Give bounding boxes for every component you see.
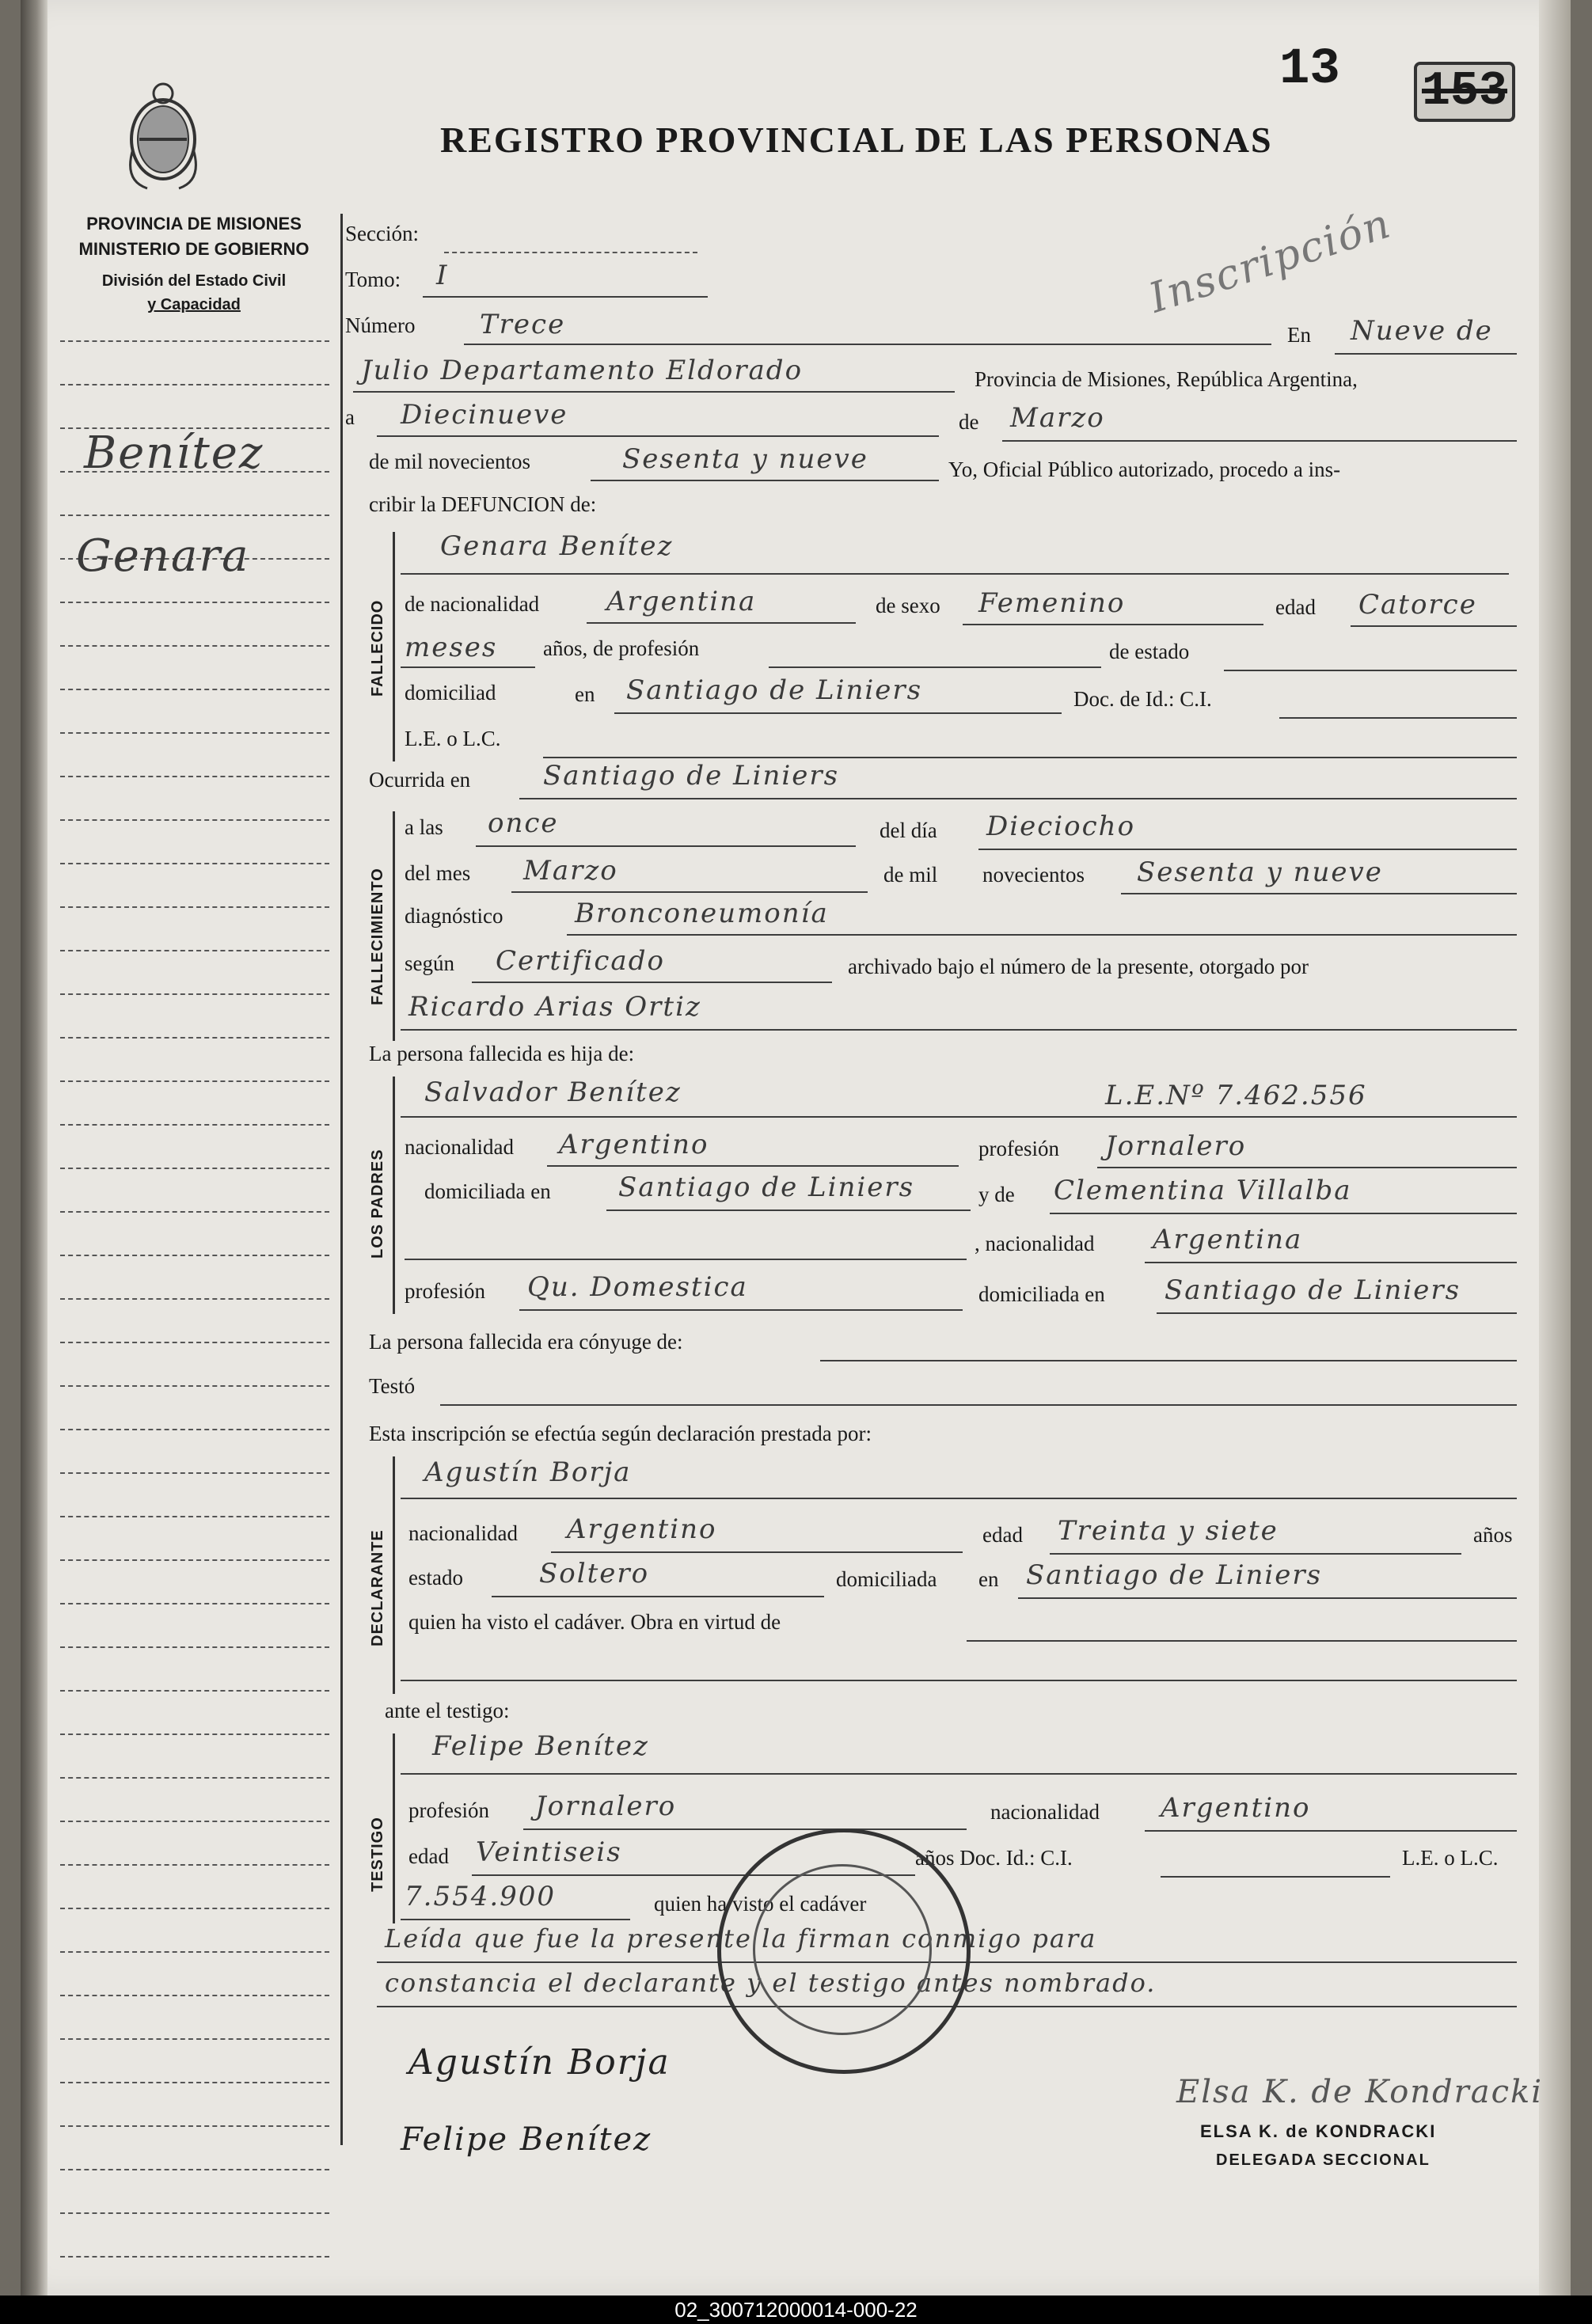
decl-edad-line xyxy=(1050,1553,1461,1555)
value-segun: Certificado xyxy=(496,945,665,977)
declarante-rule xyxy=(393,1456,395,1694)
sidebar-rule xyxy=(60,1559,329,1561)
value-test-prof: Jornalero xyxy=(535,1790,677,1822)
label-decl-en: en xyxy=(978,1567,999,1591)
value-padre-prof: Jornalero xyxy=(1105,1130,1247,1162)
padre-line xyxy=(401,1116,1517,1118)
test-nac-line xyxy=(1145,1830,1517,1832)
madre-dom-line xyxy=(1157,1312,1517,1314)
anio-line xyxy=(591,480,939,481)
label-diagnostico: diagnóstico xyxy=(405,904,503,928)
value-dia-fall: Dieciocho xyxy=(986,811,1136,842)
sidebar-rule xyxy=(60,2256,329,2258)
sidebar-given-name: Genara xyxy=(76,530,250,582)
value-decl-dom: Santiago de Liniers xyxy=(1026,1559,1323,1591)
sidebar-rule xyxy=(60,819,329,821)
ministry-line: MINISTERIO DE GOBIERNO xyxy=(78,239,310,259)
sidebar-rule xyxy=(60,1385,329,1387)
sidebar-rule xyxy=(60,689,329,690)
sidebar-rule xyxy=(60,1211,329,1213)
value-fallecido: Genara Benítez xyxy=(440,530,674,562)
le-line xyxy=(543,757,1517,758)
label-ante: ante el testigo: xyxy=(385,1699,510,1722)
label-sexo: de sexo xyxy=(876,594,940,617)
value-sexo: Femenino xyxy=(978,587,1126,619)
label-de-mil2: de mil xyxy=(883,863,938,887)
sidebar-rule xyxy=(60,1037,329,1039)
side-label-testigo: TESTIGO xyxy=(369,1817,386,1892)
decl-dom-line xyxy=(1018,1597,1517,1599)
label-testo: Testó xyxy=(369,1374,416,1398)
side-label-fallecido: FALLECIDO xyxy=(369,599,386,697)
label-numero: Número xyxy=(345,313,416,337)
sidebar-rule xyxy=(60,1734,329,1735)
value-ocurrida: Santiago de Liniers xyxy=(543,760,840,792)
register-page xyxy=(21,0,1571,2296)
numero-line xyxy=(464,344,1271,345)
sexo-line xyxy=(963,624,1263,625)
padre-nac-line xyxy=(547,1165,959,1167)
page-title: REGISTRO PROVINCIAL DE LAS PERSONAS xyxy=(440,120,1273,160)
margin-annotation: Inscripción xyxy=(1143,199,1397,323)
value-anio-fall: Sesenta y nueve xyxy=(1137,856,1383,888)
value-numero: Trece xyxy=(480,309,566,340)
label-decl-anos: años xyxy=(1473,1523,1513,1547)
sidebar-rule xyxy=(60,1777,329,1779)
label-test-profesion: profesión xyxy=(408,1798,489,1822)
label-a-las: a las xyxy=(405,815,443,839)
testigo-line xyxy=(401,1773,1517,1775)
sidebar-rule xyxy=(60,950,329,951)
label-del-mes: del mes xyxy=(405,861,471,885)
madre-prof-line xyxy=(519,1309,963,1311)
label-ocurrida: Ocurrida en xyxy=(369,768,471,792)
signature-testigo: Felipe Benítez xyxy=(401,2121,652,2158)
sidebar-rule xyxy=(60,1864,329,1866)
label-archivado: archivado bajo el número de la presente, otorgado por xyxy=(848,955,1309,978)
label-padre-profesion: profesión xyxy=(978,1137,1059,1160)
anio-fall-line xyxy=(1121,893,1517,894)
label-doc: Doc. de Id.: C.I. xyxy=(1073,687,1212,711)
label-madre-nacionalidad: , nacionalidad xyxy=(975,1232,1095,1255)
value-diagnostico: Bronconeumonía xyxy=(575,898,829,929)
estado-line xyxy=(1224,670,1517,671)
label-tomo: Tomo: xyxy=(345,268,401,291)
sidebar-rule xyxy=(60,1908,329,1909)
margin-divider xyxy=(340,214,343,2145)
label-en-dom: en xyxy=(575,682,595,706)
label-del-dia: del día xyxy=(880,818,937,842)
page-edge xyxy=(1539,0,1571,2296)
sidebar-rule xyxy=(60,1298,329,1300)
value-madre: Clementina Villalba xyxy=(1054,1175,1352,1206)
sidebar-rule xyxy=(60,1080,329,1082)
padre-prof-line xyxy=(1097,1167,1517,1168)
conyuge-line xyxy=(820,1360,1517,1361)
declarante-line xyxy=(401,1498,1517,1499)
sidebar-rule xyxy=(60,1472,329,1474)
sidebar-rule xyxy=(60,2169,329,2170)
label-padre-domiciliada: domiciliada en xyxy=(424,1179,551,1203)
value-hora: once xyxy=(488,807,559,839)
padres-rule xyxy=(393,1077,395,1314)
label-y-de: y de xyxy=(978,1183,1015,1206)
label-conyuge: La persona fallecida era cónyuge de: xyxy=(369,1330,683,1354)
sidebar-rule xyxy=(60,1603,329,1604)
sidebar-rule xyxy=(60,1646,329,1648)
division-line: División del Estado Civil xyxy=(101,272,287,290)
sidebar-rule xyxy=(60,1255,329,1256)
value-medico: Ricardo Arias Ortiz xyxy=(408,991,701,1023)
sidebar-rule xyxy=(60,1690,329,1692)
value-decl-nac: Argentino xyxy=(567,1513,717,1545)
sidebar-rule xyxy=(60,515,329,516)
label-estado: de estado xyxy=(1109,640,1190,663)
value-madre-dom: Santiago de Liniers xyxy=(1165,1274,1461,1306)
edad2-line xyxy=(401,666,535,668)
value-test-nac: Argentino xyxy=(1161,1792,1311,1824)
edad-line xyxy=(1351,625,1517,627)
decl-estado-line xyxy=(492,1596,824,1597)
label-novecientos: novecientos xyxy=(982,863,1085,887)
value-testigo: Felipe Benítez xyxy=(432,1730,649,1762)
label-domiciliad: domiciliad xyxy=(405,681,496,704)
official-seal xyxy=(717,1828,971,2074)
value-edad: Catorce xyxy=(1358,589,1477,621)
label-edad: edad xyxy=(1275,595,1316,619)
domicilio-line xyxy=(614,712,1062,714)
value-padre: Salvador Benítez xyxy=(424,1077,682,1108)
label-test-anos: años Doc. Id.: C.I. xyxy=(915,1846,1073,1870)
province-line: PROVINCIA DE MISIONES xyxy=(86,214,302,234)
label-test-le: L.E. o L.C. xyxy=(1402,1846,1499,1870)
madre-nac-line xyxy=(1145,1262,1517,1263)
label-test-quien: quien ha visto el cadáver xyxy=(654,1892,867,1916)
label-seccion: Sección: xyxy=(345,222,419,245)
label-madre-domiciliada: domiciliada en xyxy=(978,1282,1105,1306)
label-decl-edad: edad xyxy=(982,1523,1023,1547)
sidebar-rule xyxy=(60,645,329,647)
label-test-edad: edad xyxy=(408,1844,449,1868)
sidebar-rule xyxy=(60,906,329,908)
value-test-edad: Veintiseis xyxy=(476,1836,622,1868)
label-en: En xyxy=(1287,323,1311,347)
profesion-line xyxy=(769,666,1101,668)
label-a: a xyxy=(345,405,355,429)
testo-line xyxy=(440,1404,1517,1406)
madre-line xyxy=(1050,1213,1517,1214)
label-anos-prof: años, de profesión xyxy=(543,636,700,660)
value-padre-nac: Argentino xyxy=(559,1129,709,1160)
value-mes-fall: Marzo xyxy=(523,855,618,887)
label-decl-quien: quien ha visto el cadáver. Obra en virtud de xyxy=(408,1610,781,1634)
test-doc-line xyxy=(401,1919,630,1920)
value-lugar: Julio Departamento Eldorado xyxy=(361,355,804,386)
sidebar-rule xyxy=(60,2082,329,2083)
value-edad2: meses xyxy=(405,632,498,663)
label-nacionalidad: de nacionalidad xyxy=(405,592,540,616)
label-le: L.E. o L.C. xyxy=(405,727,501,750)
dia-line xyxy=(377,435,939,437)
signature-oficial: Elsa K. de Kondracki xyxy=(1176,2074,1544,2110)
image-id-footer: 02_300712000014-000-22 xyxy=(0,2296,1592,2324)
sidebar-rule xyxy=(60,1429,329,1430)
lugar-line xyxy=(353,391,955,393)
decl-extra-line xyxy=(401,1680,1517,1681)
label-decl-domiciliada: domiciliada xyxy=(836,1567,937,1591)
value-madre-nac: Argentina xyxy=(1153,1224,1303,1255)
sidebar-rule xyxy=(60,993,329,995)
seal-title: DELEGADA SECCIONAL xyxy=(1216,2151,1431,2169)
sidebar-rule xyxy=(60,776,329,777)
padre-dom-line xyxy=(606,1209,971,1211)
value-dia: Diecinueve xyxy=(401,399,568,431)
sidebar-rule xyxy=(60,1342,329,1343)
label-de-mil: de mil novecientos xyxy=(369,450,530,473)
value-nacionalidad: Argentina xyxy=(606,586,757,617)
decl-virtud-line xyxy=(967,1640,1517,1642)
value-domicilio: Santiago de Liniers xyxy=(626,674,923,706)
label-decl-estado: estado xyxy=(408,1566,463,1589)
sidebar-rule xyxy=(60,602,329,603)
diagnostico-line xyxy=(567,934,1517,936)
fallecimiento-rule xyxy=(393,811,395,1041)
side-label-declarante: DECLARANTE xyxy=(369,1529,386,1646)
value-closing-2: constancia el declarante y el testigo antes nombrado. xyxy=(385,1968,1157,1998)
ocurrida-line xyxy=(519,798,1517,799)
testigo-rule xyxy=(393,1734,395,1923)
fallecido-line xyxy=(401,573,1509,575)
page-number: 13 xyxy=(1279,41,1340,98)
value-mes: Marzo xyxy=(1010,402,1105,434)
label-padre-nacionalidad: nacionalidad xyxy=(405,1135,514,1159)
seccion-line xyxy=(444,252,697,253)
label-test-nacionalidad: nacionalidad xyxy=(990,1800,1100,1824)
doc-line xyxy=(1279,717,1517,719)
nacionalidad-line xyxy=(587,622,856,624)
side-label-padres: LOS PADRES xyxy=(369,1149,386,1259)
value-en: Nueve de xyxy=(1351,315,1493,347)
label-hija: La persona fallecida es hija de: xyxy=(369,1042,635,1065)
mes-line xyxy=(1002,440,1517,442)
value-closing-1: Leída que fue la presente la firman conmigo para xyxy=(385,1923,1097,1954)
sidebar-rule xyxy=(60,1124,329,1126)
en-line xyxy=(1335,353,1517,355)
label-oficial: Yo, Oficial Público autorizado, procedo a ins- xyxy=(948,458,1341,481)
old-page-number: 153 xyxy=(1414,62,1515,122)
mes-fall-line xyxy=(511,891,868,893)
sidebar-rule xyxy=(60,1168,329,1169)
label-madre-profesion: profesión xyxy=(405,1279,485,1303)
label-inscripcion: Esta inscripción se efectúa según declaración prestada por: xyxy=(369,1422,872,1445)
test-prof-line xyxy=(523,1828,967,1830)
value-declarante: Agustín Borja xyxy=(424,1456,632,1488)
signature-declarante: Agustín Borja xyxy=(408,2042,671,2083)
label-de: de xyxy=(959,410,979,434)
value-decl-edad: Treinta y siete xyxy=(1058,1515,1279,1547)
coat-of-arms-icon xyxy=(116,78,211,196)
sidebar-rule xyxy=(60,863,329,864)
decl-nac-line xyxy=(551,1551,963,1553)
value-padre-dom: Santiago de Liniers xyxy=(618,1171,915,1203)
label-decl-nacionalidad: nacionalidad xyxy=(408,1521,518,1545)
value-test-doc: 7.554.900 xyxy=(405,1881,557,1912)
sidebar-rule xyxy=(60,2038,329,2040)
capacidad-line: y Capacidad xyxy=(147,296,241,313)
sidebar-rule xyxy=(60,1951,329,1953)
label-segun: según xyxy=(405,951,454,975)
segun-line xyxy=(472,982,832,983)
medico-line xyxy=(401,1029,1517,1031)
label-provincia: Provincia de Misiones, República Argentina, xyxy=(975,367,1358,391)
value-decl-estado: Soltero xyxy=(539,1558,650,1589)
fallecido-rule xyxy=(393,532,395,761)
sidebar-rule xyxy=(60,2212,329,2214)
value-tomo: I xyxy=(436,260,449,291)
hora-line xyxy=(476,845,856,847)
sidebar-rule xyxy=(60,384,329,385)
sidebar-surname: Benítez xyxy=(84,427,264,479)
side-label-fallecimiento: FALLECIMIENTO xyxy=(369,868,386,1005)
sidebar-rule xyxy=(60,1516,329,1517)
seal-name: ELSA K. de KONDRACKI xyxy=(1200,2121,1437,2141)
sidebar-rule xyxy=(60,732,329,734)
book-spine xyxy=(21,0,47,2296)
dia-fall-line xyxy=(978,849,1517,850)
value-anio: Sesenta y nueve xyxy=(622,443,868,475)
sidebar-rule xyxy=(60,1995,329,1996)
sidebar-rule xyxy=(60,340,329,342)
value-madre-prof: Qu. Domestica xyxy=(527,1271,748,1303)
test-ci-line xyxy=(1161,1876,1390,1878)
label-inscribir: cribir la DEFUNCION de: xyxy=(369,492,597,516)
sidebar-rule xyxy=(60,2125,329,2127)
madre-blank-line xyxy=(405,1259,967,1260)
sidebar-rule xyxy=(60,1821,329,1822)
value-padre-doc: L.E.Nº 7.462.556 xyxy=(1105,1080,1367,1111)
tomo-line xyxy=(423,296,708,298)
